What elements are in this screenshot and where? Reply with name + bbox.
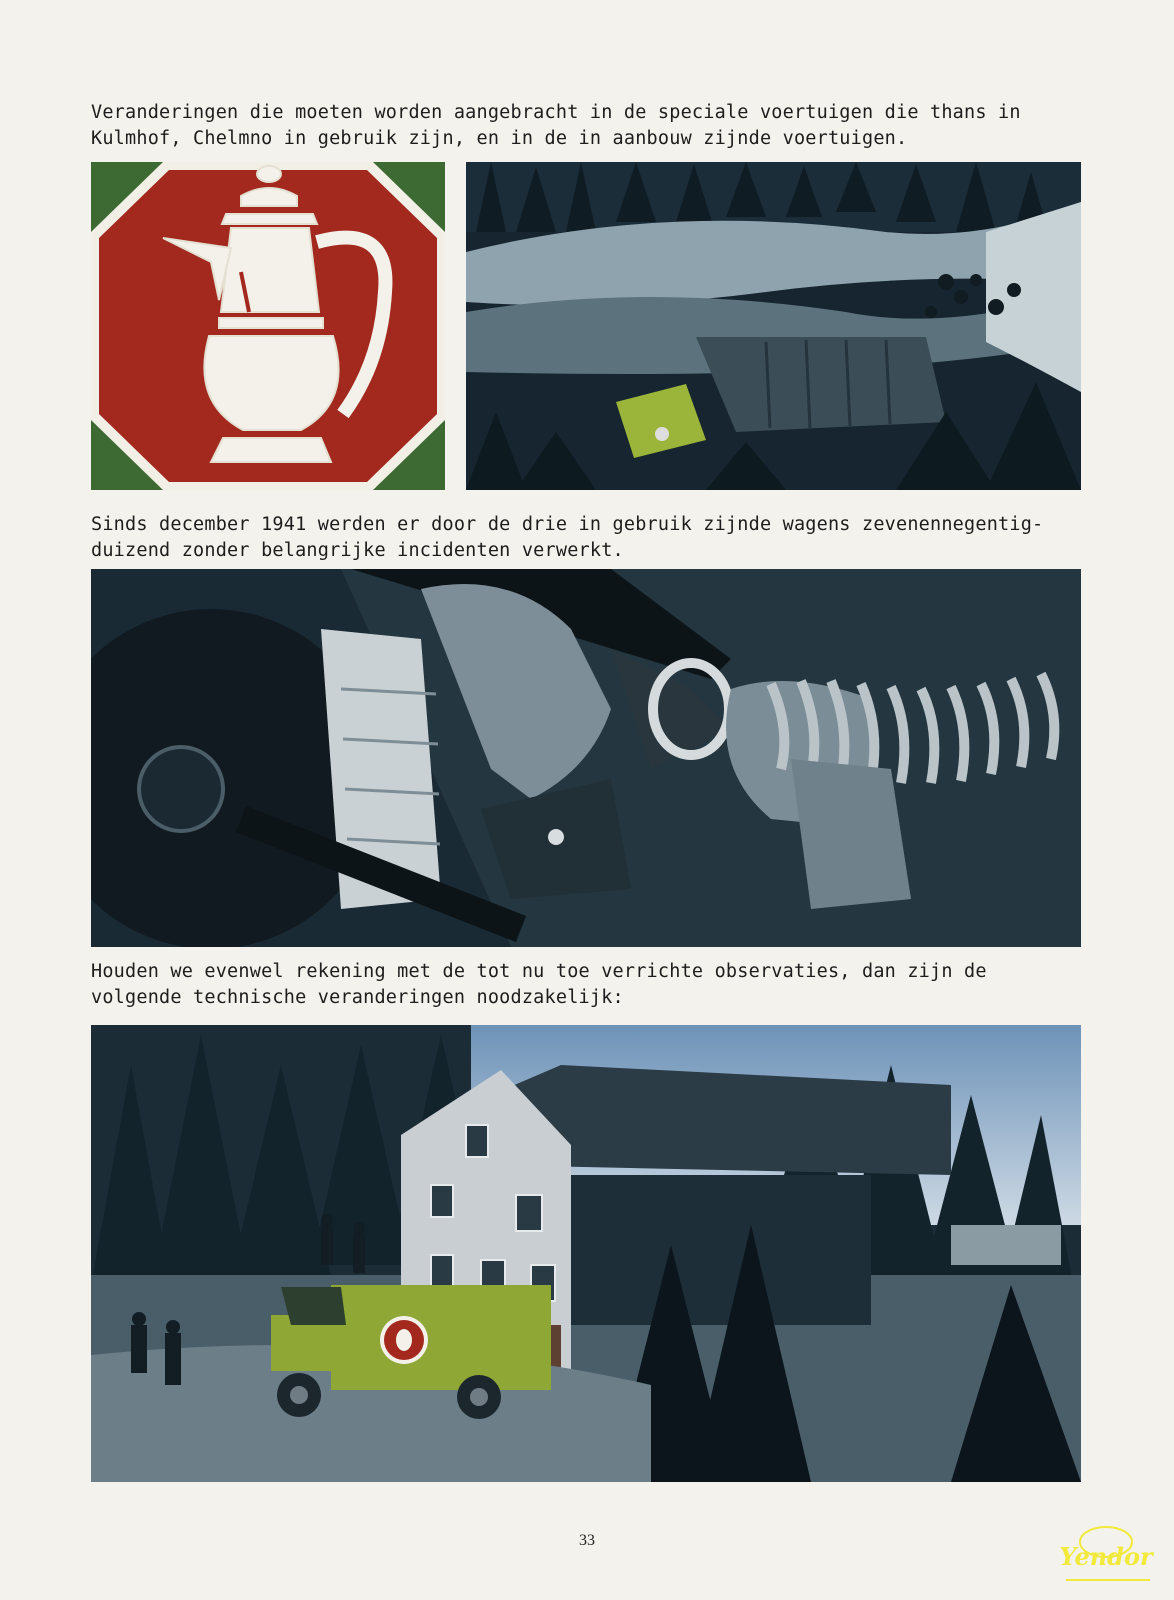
caption-text: Sinds december 1941 werden er door de drie in gebruik zijnde wagens zevenennegentig- duizend zonder belangrijke incidenten verwerkt. <box>91 514 1044 561</box>
watermark-text: Yendor <box>1059 1542 1153 1571</box>
caption-text: Veranderingen die moeten worden aangebracht in de speciale voertuigen die thans in Kulmhof, Chelmno in gebruik zijn, en in de in aanbouw zijnde voertuigen. <box>91 102 1021 149</box>
page-number: 33 <box>579 1532 595 1549</box>
watermark-logo <box>1056 1522 1156 1584</box>
comic-panel-manor-house-truck <box>91 1025 1081 1482</box>
comic-panel-teapot-emblem <box>91 162 445 490</box>
comic-panel-hands-exhaust-hose <box>91 569 1081 947</box>
comic-panel-forest-clearing <box>466 162 1081 490</box>
caption-text: Houden we evenwel rekening met de tot nu toe verrichte observaties, dan zijn de volgende technische veranderingen noodzakelijk: <box>91 961 987 1008</box>
